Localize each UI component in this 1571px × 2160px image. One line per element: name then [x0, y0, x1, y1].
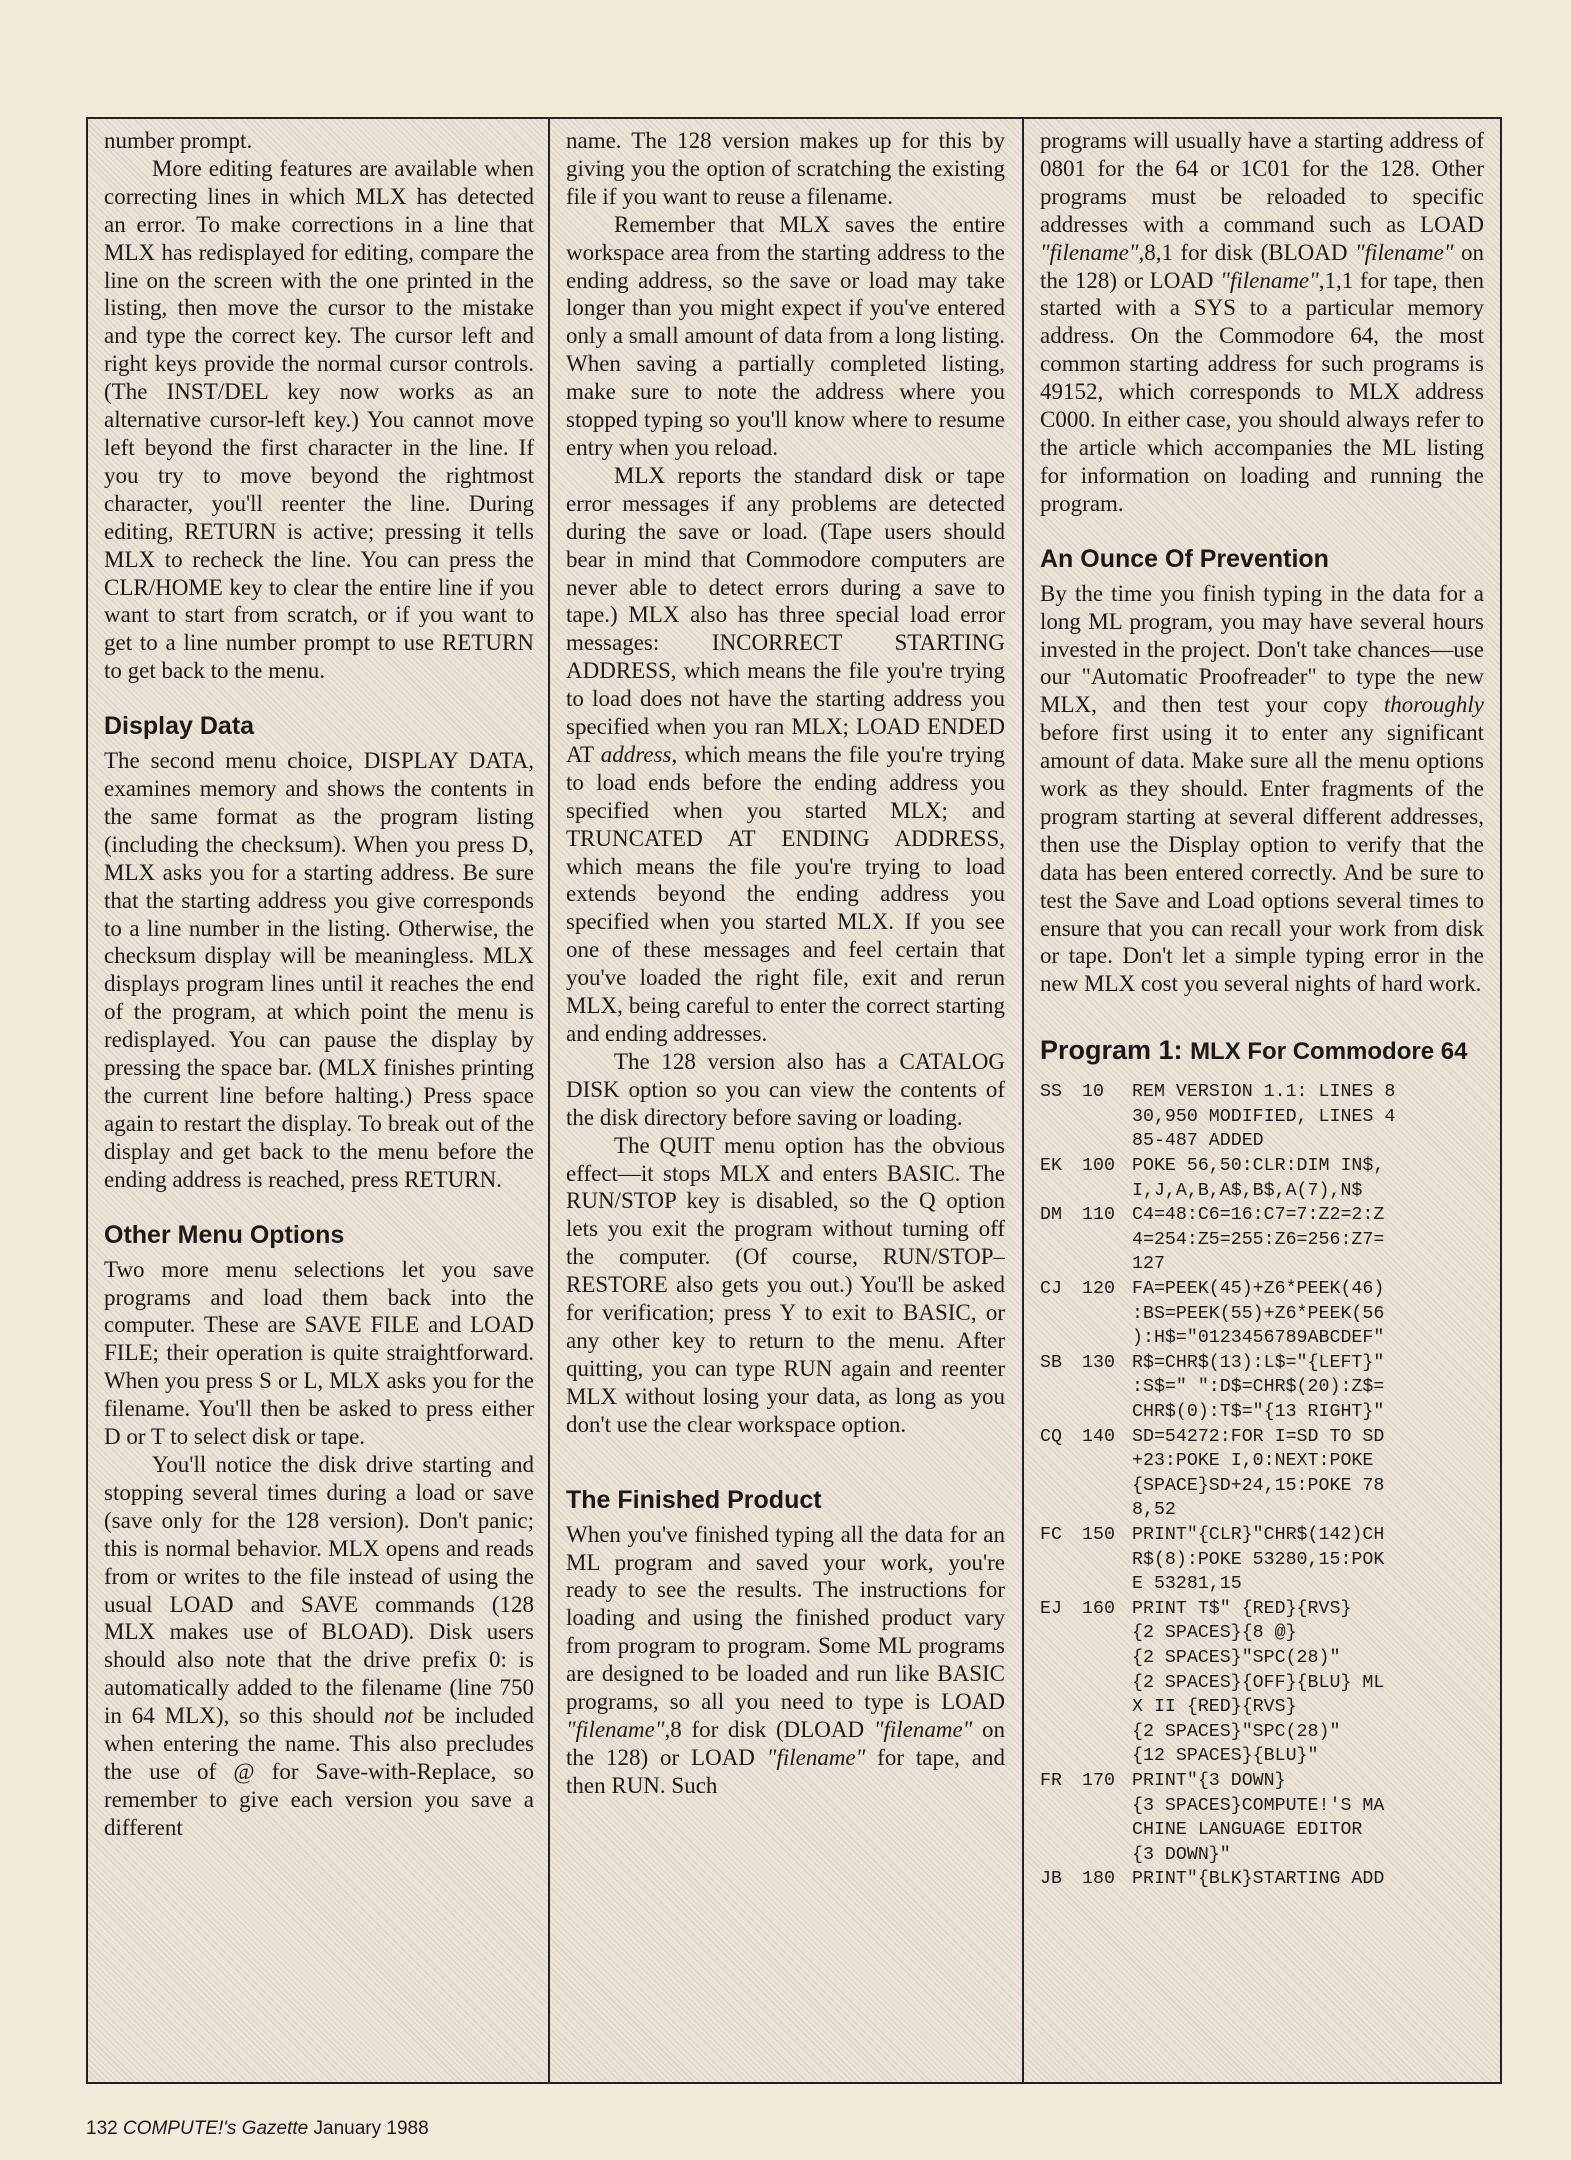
checksum: EJ [1040, 1598, 1062, 1619]
code-text: PRINT"{BLK}STARTING ADD [1132, 1869, 1385, 1890]
checksum: CQ [1040, 1426, 1062, 1447]
emphasis: "filename" [873, 1716, 973, 1742]
emphasis: "filename" [566, 1716, 665, 1742]
checksum: SS [1040, 1082, 1062, 1103]
line-number: 120 [1082, 1279, 1115, 1300]
text-run: be included when entering the name. This also precludes the use of @ for Save-with-Replace, so remember to give each version you save a different [104, 1703, 534, 1840]
emphasis: "filename" [766, 1744, 866, 1770]
line-number: 150 [1082, 1524, 1115, 1545]
code-text: POKE 56,50:CLR:DIM IN$, I,J,A,B,A$,B$,A(7),N$ [1132, 1156, 1385, 1201]
emphasis: address [600, 741, 672, 767]
line-number: 100 [1082, 1156, 1115, 1177]
paragraph: More editing features are available when correcting lines in which MLX has detected an error. To make corrections in a line that MLX has redisplayed for editing, compare the line on the screen with the one printed in the listing, then move the cursor to the mistake and type the correct key. The cursor left and right keys provide the normal cursor controls. (The INST/DEL key now works as an alternative cursor-left key.) You cannot move left beyond the first character in the line. If you try to move beyond the rightmost character, you'll reenter the line. During editing, RETURN is active; pressing it tells MLX to recheck the line. You can press the CLR/HOME key to clear the entire line if you want to start from scratch, or if you want to get to a line number prompt to use RETURN to get back to the menu. [104, 155, 534, 684]
code-line [1040, 1425, 1484, 1523]
program-label: Program 1: [1040, 1035, 1183, 1066]
code-line [1040, 1769, 1484, 1867]
article-frame [86, 117, 1502, 2084]
text-run: programs will usually have a starting address of 0801 for the 64 or 1C01 for the 128. Other programs must be reloaded to specific addresses with a command such as LOAD [1040, 128, 1484, 237]
code-text: SD=54272:FOR I=SD TO SD +23:POKE I,0:NEXT:POKE {SPACE}SD+24,15:POKE 78 8,52 [1132, 1426, 1385, 1521]
issue-date: January 1988 [313, 2118, 429, 2139]
emphasis: not [383, 1703, 414, 1729]
checksum: FR [1040, 1770, 1062, 1791]
paragraph [566, 462, 1005, 1048]
paragraph: The second menu choice, DISPLAY DATA, examines memory and shows the contents in the same format as the program listing (including the checksum). When you press D, MLX asks you for a starting address. Be sure that the starting address you give corresponds to a line number in the listing. Otherwise, the checksum display will be meaningless. MLX displays program lines until it reaches the end of the program, at which point the menu is redisplayed. You can pause the display by pressing the space bar. (MLX finishes printing the current line before halting.) Press space again to restart the display. To break out of the display and get back to the menu before the ending address is reached, press RETURN. [104, 748, 534, 1192]
column-divider [548, 119, 550, 2082]
paragraph [1040, 580, 1484, 999]
code-line [1040, 1597, 1484, 1769]
code-text: R$=CHR$(13):L$="{LEFT}" :S$=" ":D$=CHR$(20):Z$= CHR$(0):T$="{13 RIGHT}" [1132, 1352, 1385, 1422]
section-heading-ounce-of-prevention: An Ounce Of Prevention [1040, 544, 1329, 573]
page-number: 132 [86, 2118, 118, 2139]
checksum: JB [1040, 1869, 1062, 1890]
paragraph [104, 1451, 534, 1842]
line-number: 110 [1082, 1205, 1115, 1226]
emphasis: "filename" [1040, 239, 1139, 265]
text-run: before first using it to enter any significant amount of data. Make sure all the menu options work as they should. Enter fragments of the program starting at several different addresses, then use the Display option to verify that the data has been entered correctly. And be sure to test the Save and Load options several times to ensure that you can recall your work from disk or tape. Don't let a simple typing error in the new MLX cost you several nights of hard work. [1040, 720, 1484, 997]
code-line [1040, 1154, 1484, 1203]
code-text: FA=PEEK(45)+Z6*PEEK(46) :BS=PEEK(55)+Z6*PEEK(56 ):H$="0123456789ABCDEF" [1132, 1279, 1385, 1349]
code-text: PRINT"{CLR}"CHR$(142)CH R$(8):POKE 53280,15:POK E 53281,15 [1132, 1524, 1385, 1595]
program-title: MLX For Commodore 64 [1190, 1038, 1468, 1066]
section-heading-finished-product: The Finished Product [566, 1485, 822, 1514]
code-line [1040, 1203, 1484, 1277]
text-run: on the 128) or LOAD [566, 1716, 1005, 1770]
text-run: on the 128) or LOAD [1040, 239, 1484, 293]
line-number: 10 [1082, 1082, 1104, 1103]
checksum: SB [1040, 1352, 1062, 1373]
line-number: 140 [1082, 1426, 1115, 1447]
code-text: C4=48:C6=16:C7=7:Z2=2:Z 4=254:Z5=255:Z6=256:Z7= 127 [1132, 1205, 1385, 1275]
code-text: PRINT T$" {RED}{RVS} {2 SPACES}{8 @} {2 SPACES}"SPC(28)" {2 SPACES}{OFF}{BLU} ML X II {RED}{RVS} {2 SPACES}"SPC(28)" {12 SPACES}{BLU}" [1132, 1598, 1385, 1767]
magazine-name: COMPUTE!'s Gazette [122, 2118, 309, 2139]
column-3 [1040, 127, 1484, 2074]
emphasis: thoroughly [1383, 692, 1484, 718]
text-run: , which means the file you're trying to load ends before the ending address you specified when you started MLX; and TRUNCATED AT ENDING ADDRESS, which means the file you're trying to load extends beyond the ending address you specified when you started MLX. If you see one of these messages and feel certain that you've loaded the right file, exit and rerun MLX, being careful to enter the correct starting and ending addresses. [566, 741, 1005, 1046]
section-heading-display-data: Display Data [104, 712, 255, 741]
emphasis: "filename" [1220, 267, 1319, 293]
code-line [1040, 1351, 1484, 1425]
text-run: By the time you finish typing in the data for a long ML program, you may have several hours invested in the project. Don't take chances—use our "Automatic Proofreader" to type the new MLX, and then test your copy [1040, 580, 1484, 718]
text-run: MLX reports the standard disk or tape error messages if any problems are detected during the save or load. (Tape users should bear in mind that Commodore computers are never able to detect errors during a save to tape.) MLX also has three special load error messages: INCORRECT STARTING ADDRESS, which means the file you're trying to load does not have the starting address you specified when you ran MLX; LOAD ENDED AT [566, 462, 1005, 767]
column-2 [566, 127, 1005, 2074]
text-run: You'll notice the disk drive starting and stopping several times during a load or save (save only for the 128 version). Don't panic; this is normal behavior. MLX opens and reads from or writes to the file instead of using the usual LOAD and SAVE commands (128 MLX makes use of BLOAD). Disk users should also note that the drive prefix 0: is automatically added to the filename (line 750 in 64 MLX), so this should [104, 1451, 534, 1729]
program-heading [1040, 1032, 1484, 1070]
paragraph: The QUIT menu option has the obvious effect—it stops MLX and enters BASIC. The RUN/STOP key is disabled, so the Q option lets you exit the program without turning off the computer. (Of course, RUN/STOP–RESTORE also gets you out.) You'll be asked for verification; press Y to exit to BASIC, or any other key to return to the menu. After quitting, you can type RUN again and reenter MLX without losing your data, as long as you don't use the clear workspace option. [566, 1132, 1005, 1437]
emphasis: "filename" [1355, 239, 1454, 265]
code-text: REM VERSION 1.1: LINES 8 30,950 MODIFIED, LINES 4 85-487 ADDED [1132, 1082, 1396, 1152]
paragraph: Two more menu selections let you save programs and load them back into the computer. These are SAVE FILE and LOAD FILE; their operation is quite straightforward. When you press S or L, MLX asks you for the filename. You'll then be asked to press either D or T to select disk or tape. [104, 1256, 534, 1450]
line-number: 160 [1082, 1598, 1115, 1619]
code-line [1040, 1523, 1484, 1597]
code-text: PRINT"{3 DOWN} {3 SPACES}COMPUTE!'S MA CHINE LANGUAGE EDITOR {3 DOWN}" [1132, 1770, 1385, 1865]
text-run: ,1,1 for tape, then started with a SYS to a particular memory address. On the Commodore 64, the most common starting address for such programs is 49152, which corresponds to MLX address C000. In either case, you should always refer to the article which accompanies the ML listing for information on loading and running the program. [1040, 267, 1484, 516]
code-line [1040, 1080, 1484, 1154]
page-footer [86, 2118, 429, 2140]
paragraph: name. The 128 version makes up for this by giving you the option of scratching the existing file if you want to reuse a filename. [566, 128, 1005, 209]
checksum: FC [1040, 1524, 1062, 1545]
checksum: DM [1040, 1205, 1062, 1226]
paragraph: number prompt. [104, 128, 253, 153]
section-heading-other-menu-options: Other Menu Options [104, 1220, 345, 1249]
column-1 [104, 127, 534, 2074]
paragraph: The 128 version also has a CATALOG DISK option so you can view the contents of the disk directory before saving or loading. [566, 1048, 1005, 1130]
line-number: 170 [1082, 1770, 1115, 1791]
checksum: EK [1040, 1156, 1062, 1177]
column-divider [1022, 119, 1024, 2082]
checksum: CJ [1040, 1279, 1062, 1300]
paragraph [566, 1521, 1005, 1800]
text-run: for tape, and then RUN. Such [566, 1744, 1005, 1798]
text-run: When you've finished typing all the data for an ML program and saved your work, you're ready to see the results. The instructions for loading and using the finished product vary from program to program. Some ML programs are designed to be loaded and run like BASIC programs, so all you need to type is LOAD [566, 1521, 1005, 1715]
text-run: ,8,1 for disk (BLOAD [1138, 239, 1355, 265]
paragraph: Remember that MLX saves the entire workspace area from the starting address to the ending address, so the save or load may take longer than you might expect if you've entered only a small amount of data from a long listing. When saving a partially completed listing, make sure to note the address where you stopped typing so you'll know where to resume entry when you reload. [566, 211, 1005, 460]
text-run: ,8 for disk (DLOAD [664, 1716, 874, 1742]
code-line [1040, 1867, 1484, 1892]
line-number: 130 [1082, 1352, 1115, 1373]
code-line [1040, 1277, 1484, 1351]
code-listing [1040, 1080, 1484, 1892]
paragraph [1040, 127, 1484, 518]
line-number: 180 [1082, 1869, 1115, 1890]
